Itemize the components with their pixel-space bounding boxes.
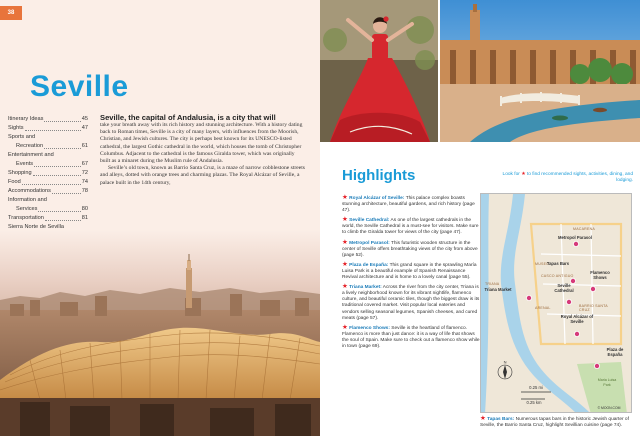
star-icon: ★ [480, 415, 486, 422]
map-district-santa-cruz: BARRIO SANTA CRUZ [579, 304, 608, 312]
flamenco-illustration [320, 0, 438, 142]
map-credit: © MOON.COM [597, 406, 621, 410]
highlight-text: This futuristic wooden structure in the center of Seville offers breathtaking views of the city from above (page 52). [342, 240, 478, 258]
highlight-item [342, 284, 482, 322]
toc-label: Food [8, 179, 21, 185]
map-label-triana-market: Triana Market [484, 287, 512, 292]
highlight-item [342, 217, 482, 236]
toc-item [8, 205, 88, 214]
highlight-name: Plaza de España: [349, 262, 389, 268]
seville-highlights-map [480, 193, 632, 413]
chapter-contents [8, 115, 88, 241]
intro-paragraph-2: Seville’s old town, known as Barrio Santa Cruz, is a maze of narrow cobblestone streets and alleys, dotted with orange trees and charming plazas. The Royal Alcázar of Seville, a palace built in the 14th century, [100, 165, 305, 186]
toc-leader [25, 124, 81, 131]
toc-item [8, 133, 88, 142]
toc-item [8, 169, 88, 178]
toc-item [8, 196, 88, 205]
toc-label: Services [16, 206, 38, 212]
svg-text:N: N [503, 359, 507, 365]
map-label-alcazar: Royal Alcázar of Seville [560, 314, 594, 324]
city-title: Seville [30, 70, 129, 103]
toc-leader [44, 142, 81, 149]
toc-page: 67 [81, 161, 88, 167]
map-district-triana: TRIANA [485, 282, 500, 286]
toc-label: Sports and [8, 134, 36, 140]
map-district-arenal: ARENAL [535, 306, 551, 310]
plaza-illustration [440, 0, 640, 142]
right-page [320, 0, 640, 436]
toc-item [8, 214, 88, 223]
toc-item [8, 178, 88, 187]
highlight-item [480, 416, 632, 429]
highlight-item [342, 325, 482, 350]
map-label-plaza-espana: Plaza de España [606, 347, 624, 357]
legend-pre: Look for [502, 172, 520, 177]
skyline-illustration [0, 230, 320, 436]
toc-page: 72 [81, 170, 88, 176]
map-district-macarena: MACARENA [573, 227, 595, 231]
highlight-name: Seville Cathedral: [349, 218, 390, 224]
highlights-title: Highlights [342, 167, 416, 184]
toc-item [8, 160, 88, 169]
toc-leader [33, 169, 81, 176]
toc-label: Recreation [16, 143, 44, 149]
map-label-flamenco: Flamenco Shows [590, 270, 610, 280]
toc-label: Accommodations [8, 188, 51, 194]
highlight-name: Royal Alcázar of Seville: [349, 196, 405, 201]
highlight-name: Metropol Parasol: [349, 240, 390, 246]
toc-page: 45 [81, 116, 88, 122]
highlight-item [342, 262, 482, 281]
legend-post: to find recommended sights, activities, dining, and lodging. [526, 172, 633, 183]
toc-label: Entertainment and [8, 152, 54, 158]
toc-leader [45, 214, 81, 221]
toc-page: 74 [81, 179, 88, 185]
star-icon: ★ [342, 260, 348, 268]
toc-label: Transportation [8, 215, 44, 221]
highlight-name: Tapas Bars: [487, 417, 515, 422]
map-label-park: Maria Luisa Park [597, 378, 617, 387]
intro-lead: Seville, the capital of Andalusia, is a city that will [100, 113, 276, 122]
map-scale-mi: 0.25 mi [529, 385, 543, 390]
map-label-metropol: Metropol Parasol [558, 235, 592, 240]
star-legend-note [488, 172, 633, 184]
highlights-list [342, 195, 482, 353]
toc-item [8, 124, 88, 133]
toc-leader [34, 160, 81, 167]
star-icon: ★ [342, 216, 348, 224]
highlight-text: This palace complex boasts stunning architecture, beautiful gardens, and rich history (page 47). [342, 196, 475, 214]
star-icon: ★ [342, 238, 348, 246]
plaza-de-espana-photo [440, 0, 640, 142]
toc-page: 81 [81, 215, 88, 221]
highlight-name: Flamenco Shows: [349, 325, 390, 331]
toc-item [8, 142, 88, 151]
star-icon: ★ [342, 283, 348, 291]
highlight-text: As one of the largest cathedrals in the world, the Seville Cathedral is a must-see for visitors. Make sure to climb the Giralda tower for views of the city (page 47). [342, 218, 479, 236]
toc-page: 78 [81, 188, 88, 194]
highlight-item [342, 195, 482, 214]
toc-label: Itinerary Ideas [8, 116, 44, 122]
highlight-item [342, 240, 482, 259]
toc-page: 61 [81, 143, 88, 149]
intro-paragraph-1: take your breath away with its rich history and stunning architecture. With a history dating back to Roman times, Seville is a city of many layers, with influences from the Moorish, Christian, and Jewish cultures. The city is perhaps best known for its UNESCO-listed cathedral, the largest Gothic cathedral in the world, which houses the tomb of Christopher Columbus. Adjacent to the cathedral is the famous Giralda tower, which was originally built as a minaret during the Muslim rule of Andalusia. [100, 122, 303, 165]
toc-item [8, 151, 88, 160]
toc-label: Sights [8, 125, 24, 131]
toc-page: 80 [81, 206, 88, 212]
toc-leader [44, 115, 80, 122]
toc-item [8, 115, 88, 124]
toc-page: 47 [81, 125, 88, 131]
toc-label: Sierra Norte de Sevilla [8, 224, 64, 230]
intro-text [100, 113, 305, 187]
star-icon: ★ [342, 194, 348, 201]
highlight-text: Numerous tapas bars in the historic Jewish quarter of Seville, the Barrio Santa Cruz, highlight Sevillian cuisine (page 74). [480, 417, 629, 429]
map-district-museo: MUSEO [535, 262, 550, 266]
map-district-casco-antiguo: CASCO ANTIGUO [541, 274, 574, 278]
toc-label: Events [16, 161, 34, 167]
page-number: 38 [0, 6, 22, 20]
highlight-name: Triana Market: [349, 285, 382, 291]
toc-leader [38, 205, 80, 212]
star-icon: ★ [521, 172, 526, 177]
toc-item [8, 187, 88, 196]
highlight-text: Seville is the heartland of flamenco. Flamenco is more than just dance: it is a way of life that shows the soul of Spain. Make sure to check out a flamenco show while in town (page 69). [342, 325, 480, 349]
highlight-text: Across the river from the city center, Triana is a lively neighborhood known for its vibrant nightlife, flamenco culture, and beautiful ceramic tiles, though the biggest draw is its traditional covered market. Visit popular local eateries and vendors selling seasonal legumes, Spanish cheeses, and cured meats (page 57). [342, 285, 480, 321]
toc-label: Shopping [8, 170, 32, 176]
toc-leader [22, 178, 81, 185]
toc-leader [52, 187, 81, 194]
highlight-tapas-bars [480, 416, 632, 432]
map-label-cathedral: Seville Cathedral [554, 283, 574, 293]
seville-skyline-photo [0, 230, 320, 436]
highlight-text: This grand square in the sprawling María Luisa Park is a beautiful example of Spanish Renaissance Revival architecture and is home to a lovely canal (page 55). [342, 262, 477, 281]
map-label-tapas: Tapas Bars [546, 261, 570, 266]
flamenco-dancer-photo [320, 0, 438, 142]
star-icon: ★ [342, 323, 348, 331]
map-scale-km: 0.25 km [526, 400, 542, 405]
toc-label: Information and [8, 197, 47, 203]
